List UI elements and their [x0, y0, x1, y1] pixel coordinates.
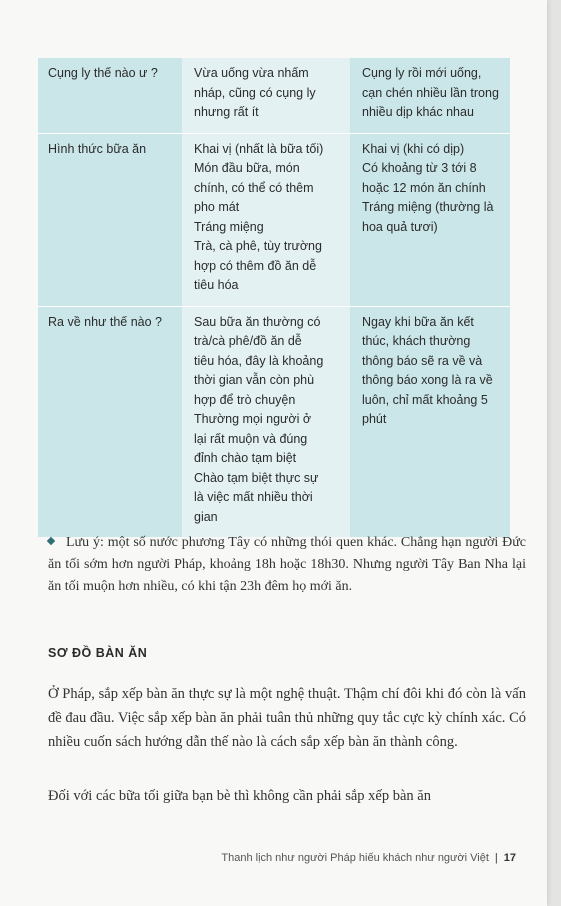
body-paragraph: Ở Pháp, sắp xếp bàn ăn thực sự là một nghệ thuật. Thậm chí đôi khi đó còn là vấn đề đau đầu. Việc sắp xếp bàn ăn phải tuân thủ những quy tắc cực kỳ chính xác. Có nhiều cuốn sách hướng dẫn thế nào là cách sắp xếp bàn ăn thành công.: [48, 686, 526, 750]
cell-line: thúc, khách thường: [362, 334, 471, 348]
row-label-cell: [38, 306, 182, 537]
comparison-table: [38, 58, 510, 537]
cell-line: Khai vị (nhất là bữa tối): [194, 141, 324, 156]
col2-cell: [182, 58, 350, 133]
running-title: Thanh lịch như người Pháp hiếu khách như người Việt: [221, 852, 489, 864]
cell-line: Tráng miệng: [194, 219, 264, 234]
cell-line: luôn, chỉ mất khoảng 5: [362, 392, 488, 407]
note-text: Lưu ý: một số nước phương Tây có những thói quen khác. Chẳng hạn người Đức ăn tối sớm hơn người Pháp, khoảng 18h hoặc 18h30. Nhưng người Tây Ban Nha lại ăn tối muộn hơn nhiều, có khi tận 23h đêm họ mới ăn.: [48, 535, 526, 594]
footer-separator: |: [494, 852, 498, 864]
cell-line: thông báo xong là ra về: [362, 373, 493, 387]
cell-line: Khai vị (khi có dịp): [362, 141, 465, 156]
cell-line: tiêu hóa: [194, 278, 239, 292]
cell-line: Có khoảng từ 3 tới 8: [362, 161, 477, 175]
cell-line: Chào tạm biệt thực sự: [194, 470, 319, 485]
col2-cell: [182, 306, 350, 537]
row-label-cell: [38, 133, 182, 306]
cell-line: cạn chén nhiều lần trong: [362, 85, 499, 100]
cell-line: hợp để trò chuyện: [194, 392, 296, 407]
cell-line: Tráng miệng (thường là: [362, 200, 494, 214]
row-label: Ra về như thế nào ?: [48, 314, 163, 329]
cell-line: hoa quả tươi): [362, 219, 438, 234]
col3-cell: [350, 306, 510, 537]
cell-line: gian: [194, 509, 218, 524]
row-label: Cụng ly thế nào ư ?: [48, 66, 158, 80]
table-row: [38, 306, 510, 537]
row-label: Hình thức bữa ăn: [48, 141, 147, 156]
row-label-cell: [38, 58, 182, 133]
cell-line: Cụng ly rồi mới uống,: [362, 66, 482, 80]
cell-line: chính, có thể có thêm: [194, 180, 314, 195]
cell-line: Món đầu bữa, món: [194, 161, 300, 175]
cell-line: thời gian vẫn còn phù: [194, 373, 315, 387]
col3-cell: [350, 133, 510, 306]
page-footer: [200, 852, 516, 864]
cell-line: Ngay khi bữa ăn kết: [362, 314, 474, 329]
cell-line: Trà, cà phê, tùy trường: [194, 239, 322, 253]
cell-line: nháp, cũng có cụng ly: [194, 85, 316, 100]
table-body: [38, 58, 510, 537]
section-title: SƠ ĐỒ BÀN ĂN: [48, 646, 148, 660]
col2-cell: [182, 133, 350, 306]
diamond-bullet-icon: [47, 537, 55, 545]
note-paragraph: [48, 532, 526, 598]
cell-line: Thường mọi người ở: [194, 412, 312, 426]
cell-line: hợp có thêm đồ ăn dễ: [194, 258, 317, 273]
body-paragraph: Đối với các bữa tối giữa bạn bè thì không cần phải sắp xếp bàn ăn: [48, 788, 431, 804]
cell-line: lại rất muộn và đúng: [194, 431, 308, 446]
cell-line: đỉnh chào tạm biệt: [194, 451, 297, 465]
cell-line: nhưng rất ít: [194, 105, 259, 119]
cell-line: pho mát: [194, 200, 240, 214]
cell-line: trà/cà phê/đồ ăn dễ: [194, 334, 302, 348]
page-number: 17: [503, 852, 516, 864]
cell-line: hoặc 12 món ăn chính: [362, 180, 486, 195]
cell-line: tiêu hóa, đây là khoảng: [194, 353, 324, 368]
cell-line: phút: [362, 412, 387, 426]
cell-line: Vừa uống vừa nhấm: [194, 66, 309, 80]
cell-line: là việc mất nhiều thời: [194, 490, 313, 504]
cell-line: thông báo sẽ ra về và: [362, 353, 483, 368]
col3-cell: [350, 58, 510, 133]
cell-line: nhiều dịp khác nhau: [362, 105, 474, 119]
table-row: [38, 133, 510, 306]
table-row: [38, 58, 510, 133]
cell-line: Sau bữa ăn thường có: [194, 314, 321, 329]
